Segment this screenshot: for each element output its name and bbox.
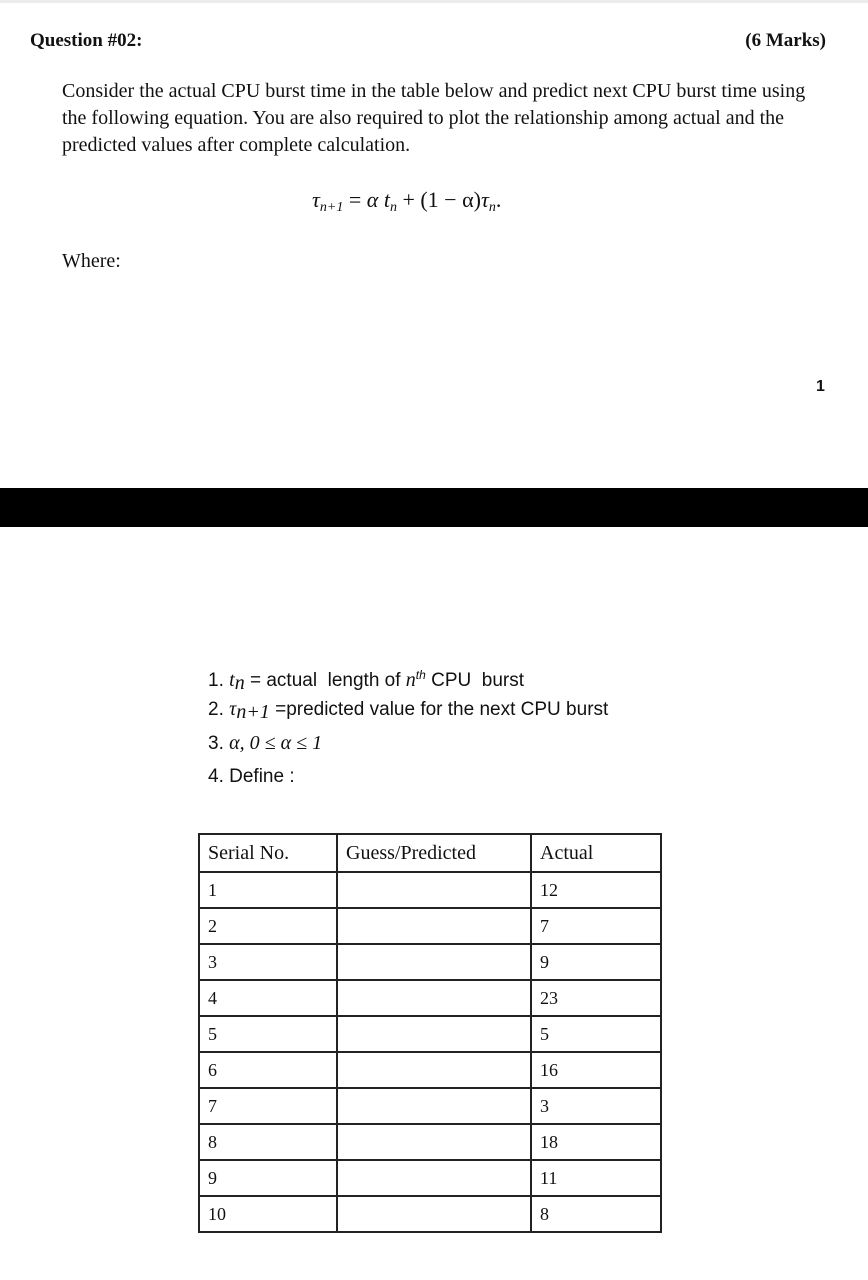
table-row bbox=[199, 1160, 661, 1196]
definition-item bbox=[208, 658, 608, 692]
eq-equals: = bbox=[343, 187, 367, 212]
cell-actual: 16 bbox=[531, 1052, 661, 1088]
question-paragraph: Consider the actual CPU burst time in the table below and predict next CPU burst time using the following equation. You are also required to plot the relationship among actual and the predicted values after complete calculation. bbox=[62, 80, 806, 156]
cpu-burst-table bbox=[198, 833, 662, 1233]
cell-actual: 5 bbox=[531, 1016, 661, 1052]
eq-t-sub: n bbox=[389, 200, 397, 215]
def-n: n bbox=[405, 669, 416, 691]
def-text: Define : bbox=[229, 766, 295, 787]
table-row bbox=[199, 1052, 661, 1088]
page-break-bar bbox=[0, 488, 868, 527]
cell-actual: 11 bbox=[531, 1160, 661, 1196]
cell-predicted bbox=[337, 1088, 531, 1124]
table-row bbox=[199, 1016, 661, 1052]
def-text-b: CPU burst bbox=[425, 670, 525, 691]
definition-item bbox=[208, 726, 608, 760]
question-header bbox=[30, 30, 826, 52]
def-symbol: τ bbox=[229, 698, 237, 720]
table-header-row bbox=[199, 834, 661, 872]
def-num: 2. bbox=[208, 699, 224, 720]
cell-predicted bbox=[337, 1016, 531, 1052]
def-sub: n+1 bbox=[236, 701, 270, 723]
table-row bbox=[199, 1196, 661, 1232]
cell-predicted bbox=[337, 1196, 531, 1232]
cell-actual: 18 bbox=[531, 1124, 661, 1160]
question-marks: (6 Marks) bbox=[745, 30, 826, 51]
question-title: Question #02: bbox=[30, 30, 143, 51]
header-predicted: Guess/Predicted bbox=[337, 834, 531, 872]
cell-predicted bbox=[337, 944, 531, 980]
eq-end: . bbox=[495, 187, 502, 212]
cell-serial: 4 bbox=[199, 980, 337, 1016]
def-symbol: t bbox=[229, 669, 235, 691]
table-row bbox=[199, 1088, 661, 1124]
cell-serial: 7 bbox=[199, 1088, 337, 1124]
table-row bbox=[199, 872, 661, 908]
cell-predicted bbox=[337, 872, 531, 908]
eq-alpha: α bbox=[366, 187, 379, 212]
cell-serial: 1 bbox=[199, 872, 337, 908]
def-sub: n bbox=[234, 672, 245, 694]
cell-actual: 12 bbox=[531, 872, 661, 908]
def-sup: th bbox=[415, 668, 426, 682]
table-row bbox=[199, 1124, 661, 1160]
def-num: 4. bbox=[208, 766, 224, 787]
def-text: predicted value for the next CPU burst bbox=[286, 699, 609, 720]
top-rule bbox=[0, 0, 868, 3]
cell-serial: 9 bbox=[199, 1160, 337, 1196]
eq-tau2-sub: n bbox=[488, 200, 496, 215]
cell-serial: 6 bbox=[199, 1052, 337, 1088]
definitions-list bbox=[208, 658, 608, 794]
header-actual: Actual bbox=[531, 834, 661, 872]
table-row bbox=[199, 908, 661, 944]
cell-predicted bbox=[337, 908, 531, 944]
cell-serial: 5 bbox=[199, 1016, 337, 1052]
page-number: 1 bbox=[816, 378, 825, 395]
eq-rest: + (1 − α) bbox=[396, 187, 481, 212]
def-text: actual length of bbox=[266, 670, 406, 691]
cell-predicted bbox=[337, 1052, 531, 1088]
cell-serial: 10 bbox=[199, 1196, 337, 1232]
def-num: 3. bbox=[208, 733, 224, 754]
definition-item bbox=[208, 760, 608, 794]
def-eq: = bbox=[244, 670, 267, 691]
cell-predicted bbox=[337, 980, 531, 1016]
def-num: 1. bbox=[208, 670, 224, 691]
cell-serial: 8 bbox=[199, 1124, 337, 1160]
prediction-equation bbox=[312, 187, 501, 216]
cell-serial: 3 bbox=[199, 944, 337, 980]
cell-actual: 7 bbox=[531, 908, 661, 944]
eq-lhs: τ bbox=[312, 187, 320, 212]
cell-predicted bbox=[337, 1124, 531, 1160]
where-label: Where: bbox=[62, 250, 121, 272]
cell-actual: 8 bbox=[531, 1196, 661, 1232]
cell-actual: 23 bbox=[531, 980, 661, 1016]
cell-actual: 3 bbox=[531, 1088, 661, 1124]
cell-serial: 2 bbox=[199, 908, 337, 944]
eq-t: t bbox=[378, 187, 390, 212]
def-eq: = bbox=[269, 699, 287, 720]
def-math: α, 0 ≤ α ≤ 1 bbox=[229, 732, 323, 754]
header-serial: Serial No. bbox=[199, 834, 337, 872]
table-row bbox=[199, 944, 661, 980]
definition-item bbox=[208, 692, 608, 726]
cell-predicted bbox=[337, 1160, 531, 1196]
eq-tau2: τ bbox=[480, 187, 489, 212]
table-row bbox=[199, 980, 661, 1016]
eq-lhs-sub: n+1 bbox=[319, 200, 344, 215]
cell-actual: 9 bbox=[531, 944, 661, 980]
